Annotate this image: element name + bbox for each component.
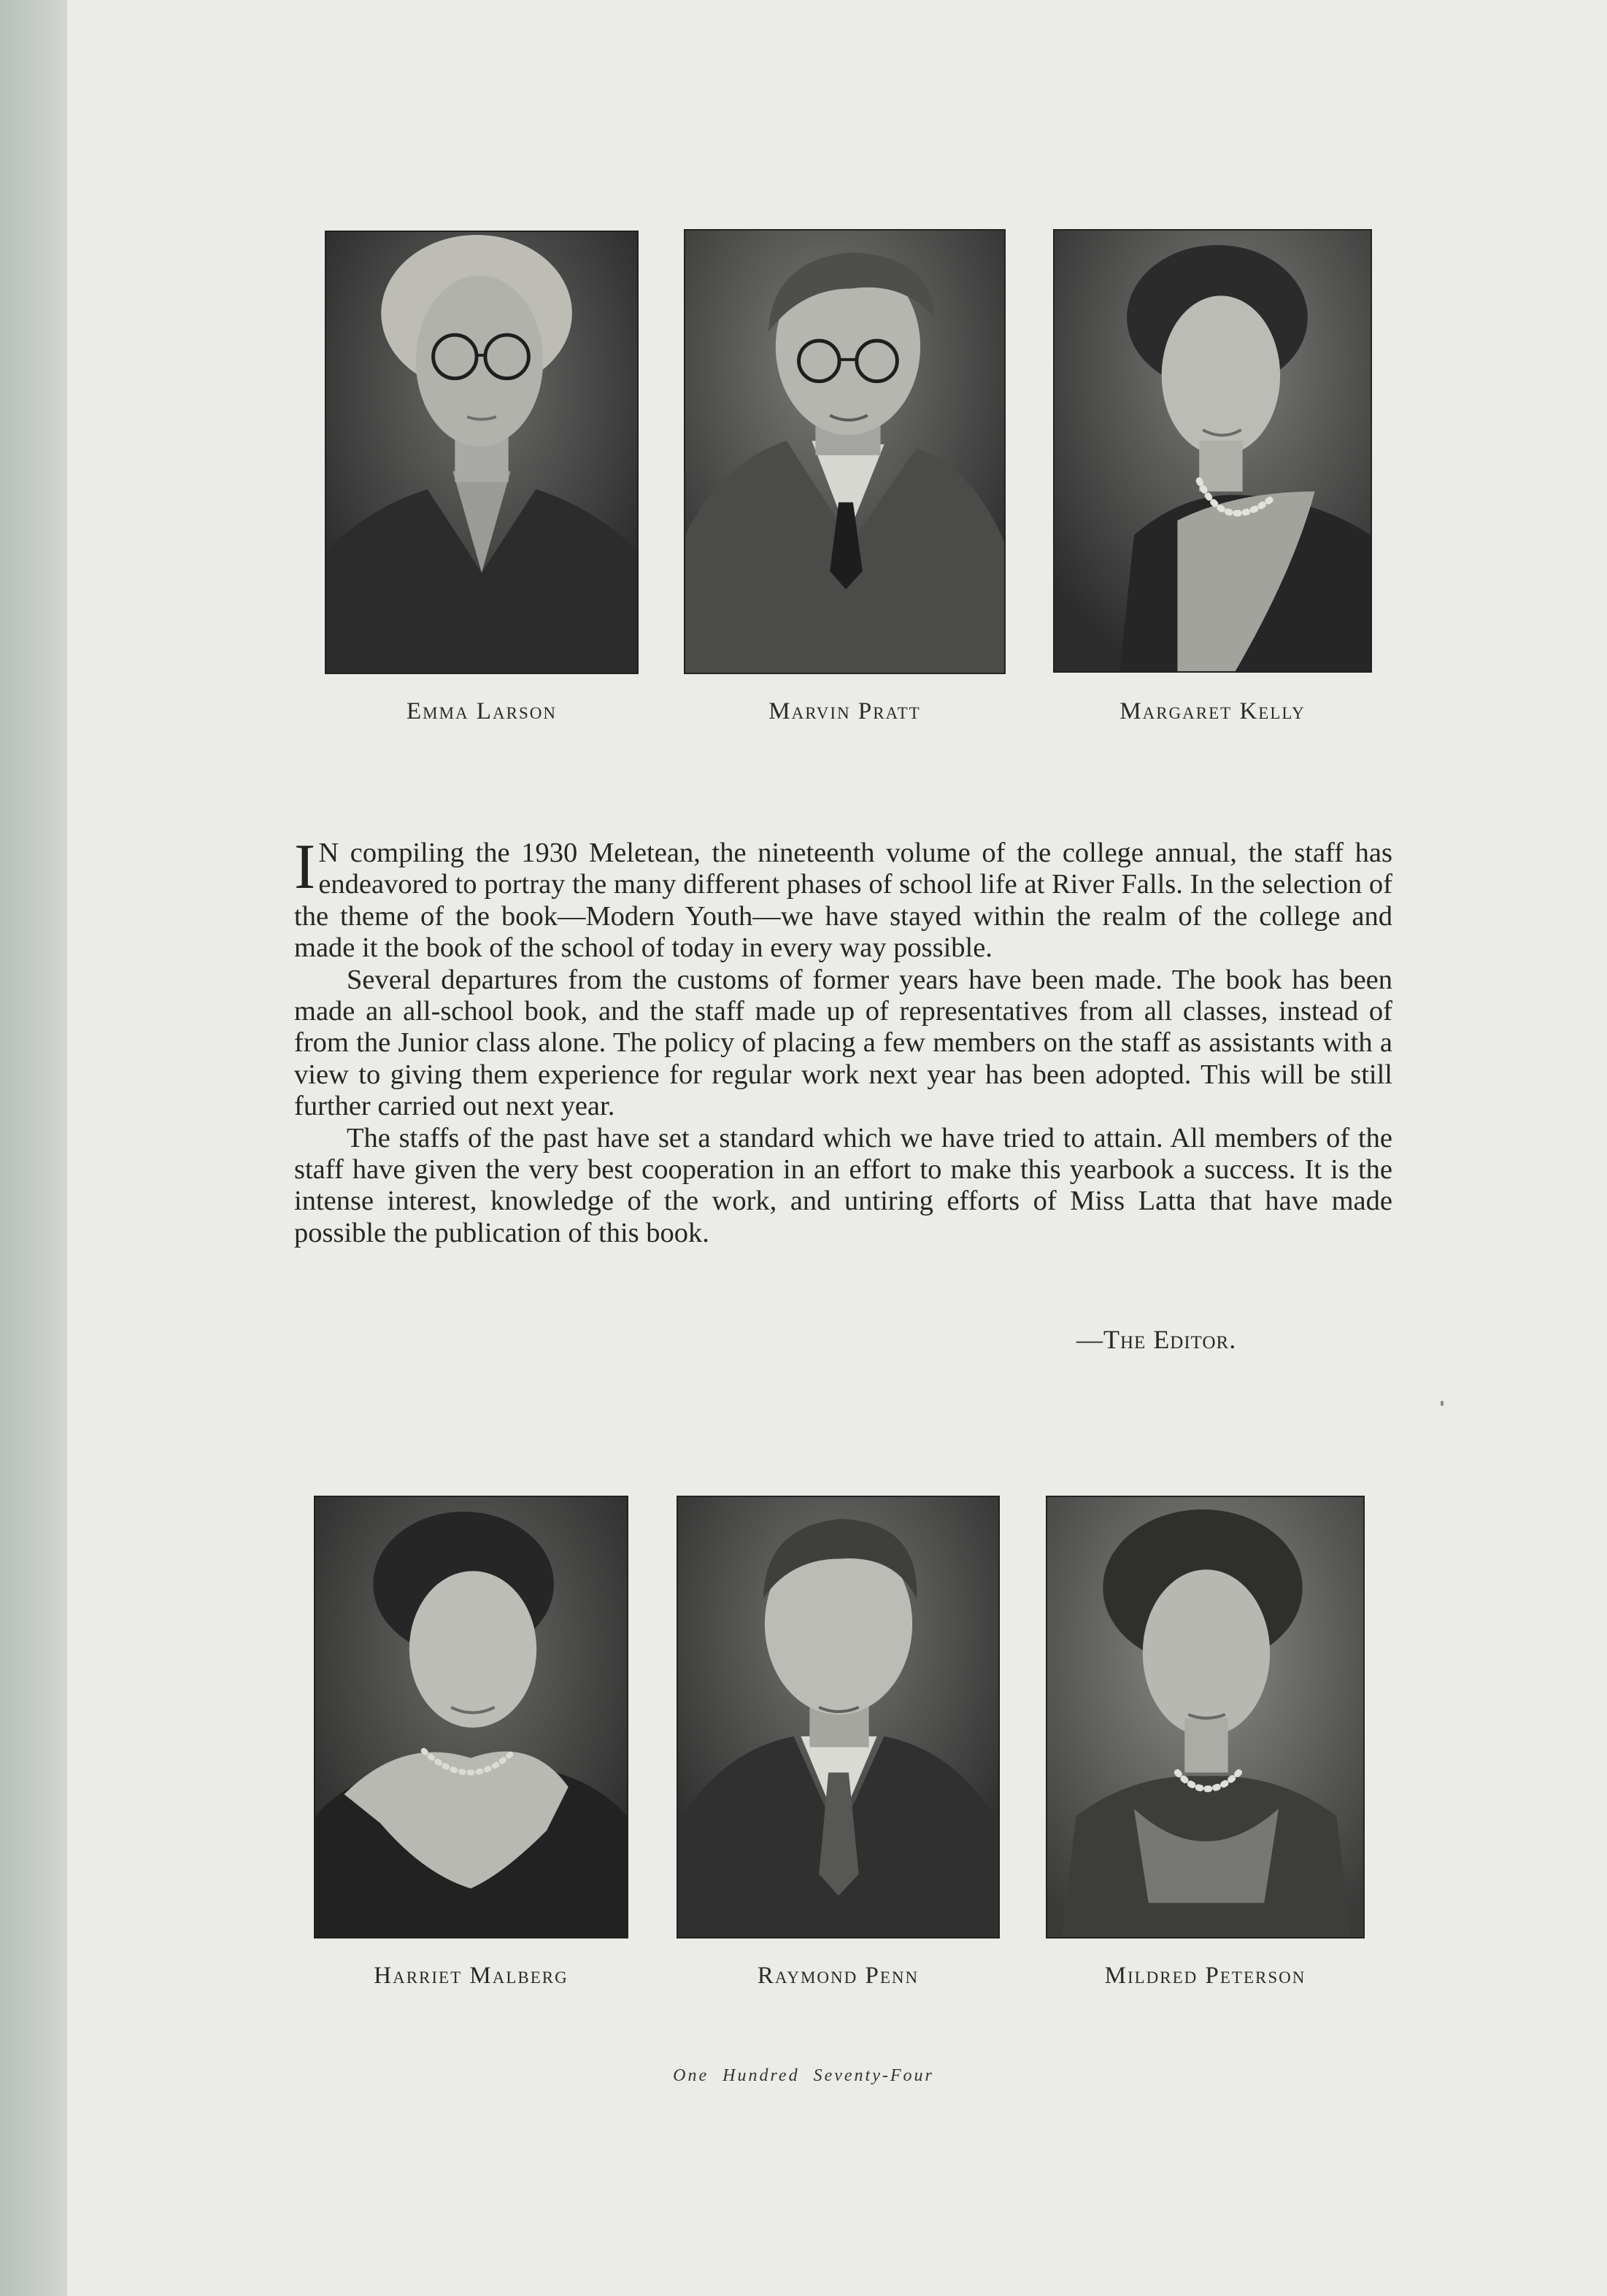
print-speck xyxy=(1441,1401,1444,1406)
portrait-caption: Raymond Penn xyxy=(757,1963,920,1989)
editorial-text xyxy=(294,832,1392,1249)
portrait-photo xyxy=(677,1496,1000,1939)
paragraph-text: N compiling the 1930 Meletean, the nineteenth volume of the college annual, the staff has endeavored to portray the many different phases of school life at River Falls. In the selection of the theme of the book—Modern Youth—we have stayed within the realm of the college and made it the book of the school of today in every way possible. xyxy=(294,838,1392,964)
portrait-photo xyxy=(325,231,639,674)
scan-margin xyxy=(0,0,67,2296)
portrait-caption: Emma Larson xyxy=(406,698,558,724)
portrait-photo xyxy=(314,1496,628,1939)
portrait-caption: Margaret Kelly xyxy=(1119,698,1306,724)
editorial-paragraph: Several departures from the customs of former years have been made. The book has been made an all-school book, and the staff made up of representatives from all classes, instead of from the Junior class alone. The policy of placing a few members on the staff as assistants with a view to giving them experience for regular work next year has been adopted. This will be still further carried out next year. xyxy=(294,964,1392,1122)
portrait-photo xyxy=(1053,229,1372,673)
editor-signature: —The Editor. xyxy=(1076,1325,1237,1354)
drop-cap: I xyxy=(294,832,316,902)
portrait-caption: Marvin Pratt xyxy=(768,698,921,724)
portrait-photo xyxy=(684,229,1006,674)
portrait-caption: Mildred Peterson xyxy=(1104,1963,1306,1989)
portrait-photo xyxy=(1046,1496,1365,1939)
editorial-paragraph: The staffs of the past have set a standard which we have tried to attain. All members of the staff have given the very best cooperation in an effort to make this yearbook a success. It is the intense interest, knowledge of the work, and untiring efforts of Miss Latta that have made possible the publication of this book. xyxy=(294,1122,1392,1248)
editorial-paragraph xyxy=(294,832,1392,965)
page-number: One Hundred Seventy-Four xyxy=(673,2066,934,2085)
portrait-caption: Harriet Malberg xyxy=(374,1963,569,1989)
